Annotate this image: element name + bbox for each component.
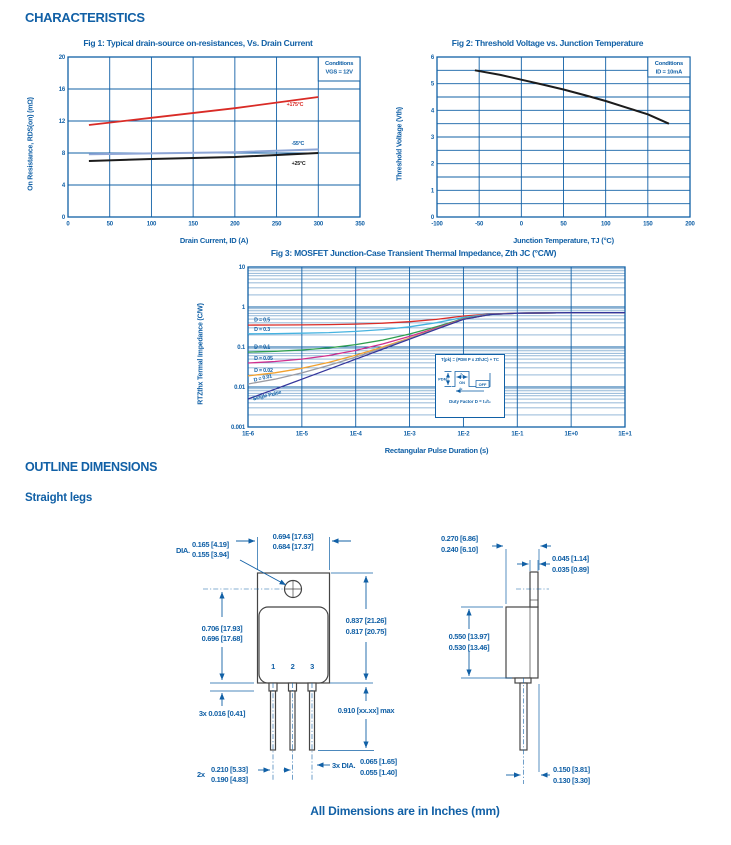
dim-body-height-min: 0.530 [13.46] — [448, 643, 490, 652]
package-side-view — [506, 572, 539, 772]
fig1-plot — [38, 52, 372, 236]
dim-depth-min: 0.240 [6.10] — [441, 545, 478, 554]
svg-text:D = 0.02: D = 0.02 — [254, 368, 273, 375]
pin-2-label: 2 — [290, 662, 295, 671]
svg-text:0.1: 0.1 — [237, 345, 245, 351]
svg-text:-100: -100 — [431, 221, 443, 228]
svg-text:16: 16 — [58, 87, 65, 93]
fig1-chart — [24, 38, 372, 245]
waveform-t1-label: t₁ — [460, 371, 464, 377]
svg-text:8: 8 — [61, 151, 65, 157]
svg-text:-55°C: -55°C — [291, 141, 305, 147]
fig2-title: Fig 2: Threshold Voltage vs. Junction Temperature — [451, 38, 644, 48]
svg-text:+25°C: +25°C — [291, 161, 306, 167]
svg-text:200: 200 — [230, 221, 240, 228]
dim-pitch-prefix: 2x — [197, 770, 205, 779]
fig3-y-axis-label: RTZthx Termal Impedance (C/W) — [197, 303, 205, 405]
dim-lead-shoulder: 3x 0.016 [0.41] — [198, 709, 246, 718]
svg-text:1E-2: 1E-2 — [457, 431, 470, 438]
dim-left-height-max: 0.706 [17.93] — [201, 624, 243, 633]
dim-right-height-min: 0.817 [20.75] — [345, 627, 387, 636]
straight-legs-subheading: Straight legs — [25, 492, 93, 504]
dim-tab-thickness-max: 0.045 [1.14] — [552, 554, 589, 563]
svg-text:D = 0.1: D = 0.1 — [254, 344, 270, 351]
dim-hole-dia-min: 0.155 [3.94] — [192, 550, 229, 559]
svg-text:D = 0.01: D = 0.01 — [253, 373, 273, 384]
svg-text:0: 0 — [61, 215, 65, 221]
waveform-pdm-label: PDM — [438, 376, 447, 382]
svg-text:1E-5: 1E-5 — [295, 431, 308, 438]
fig2-x-axis-label: Junction Temperature, TJ (°C) — [513, 236, 614, 245]
dim-dia-prefix: DIA. — [176, 546, 190, 555]
svg-text:D = 0.3: D = 0.3 — [254, 327, 270, 334]
svg-text:0.01: 0.01 — [234, 385, 245, 391]
dimensions-note: All Dimensions are in Inches (mm) — [310, 804, 500, 818]
svg-text:0: 0 — [519, 221, 523, 228]
svg-text:200: 200 — [685, 221, 695, 228]
fig3-chart — [194, 248, 633, 455]
pin-1-label: 1 — [271, 662, 275, 671]
svg-text:1E-4: 1E-4 — [349, 431, 362, 438]
fig1-y-axis-label: On Resistance, RDS(on) (mΩ) — [27, 97, 35, 191]
dim-top-width-max: 0.694 [17.63] — [272, 532, 314, 541]
dim-depth-max: 0.270 [6.86] — [441, 534, 478, 543]
dim-lead-dia-max: 0.065 [1.65] — [360, 757, 397, 766]
svg-text:3: 3 — [430, 135, 434, 141]
characteristics-heading: CHARACTERISTICS — [25, 10, 145, 25]
svg-text:6: 6 — [430, 55, 434, 61]
waveform-on-label: ON — [459, 379, 465, 385]
svg-text:300: 300 — [313, 221, 323, 228]
svg-text:Single Pulse: Single Pulse — [252, 389, 282, 403]
dim-pitch-min: 0.190 [4.83] — [211, 775, 248, 784]
svg-text:Conditions: Conditions — [325, 61, 354, 67]
inset-duty-factor: Duty Factor D = t₁/t₂ — [449, 399, 491, 404]
dim-body-height-max: 0.550 [13.97] — [448, 632, 490, 641]
svg-text:0: 0 — [66, 221, 70, 228]
outline-dimensions-heading: OUTLINE DIMENSIONS — [25, 460, 158, 474]
dim-top-width-min: 0.684 [17.37] — [272, 542, 314, 551]
dim-lead-dia-min: 0.055 [1.40] — [360, 768, 397, 777]
fig2-chart — [393, 38, 702, 245]
svg-text:1E+1: 1E+1 — [618, 431, 632, 438]
fig2-plot — [407, 52, 702, 236]
fig2-y-axis-label: Threshold Voltage (Vth) — [396, 107, 404, 181]
svg-text:50: 50 — [106, 221, 113, 228]
svg-text:1E-6: 1E-6 — [242, 431, 254, 438]
fig1-title: Fig 1: Typical drain-source on-resistances, Vs. Drain Current — [83, 38, 313, 48]
svg-text:1E-3: 1E-3 — [403, 431, 416, 438]
outline-drawing — [150, 515, 730, 815]
pin-3-label: 3 — [310, 662, 314, 671]
svg-text:VGS = 12V: VGS = 12V — [325, 69, 353, 76]
fig2-plot-row — [393, 52, 702, 236]
svg-text:1E+0: 1E+0 — [564, 431, 578, 438]
waveform-t2-label: t₂ — [459, 386, 463, 391]
fig3-plot — [208, 262, 633, 446]
dim-lead-dia-prefix: 3x DIA. — [332, 761, 356, 770]
svg-text:250: 250 — [271, 221, 282, 228]
svg-text:-50: -50 — [475, 221, 484, 228]
dim-left-height-min: 0.696 [17.68] — [201, 634, 243, 643]
svg-text:12: 12 — [58, 119, 65, 125]
svg-text:100: 100 — [600, 221, 611, 228]
fig3-plot-row — [194, 262, 633, 446]
svg-text:0: 0 — [430, 215, 434, 221]
dim-tab-thickness-min: 0.035 [0.89] — [552, 565, 589, 574]
svg-text:1: 1 — [430, 188, 434, 195]
svg-text:150: 150 — [188, 221, 198, 228]
svg-text:D = 0.05: D = 0.05 — [254, 355, 273, 362]
svg-text:1E-1: 1E-1 — [511, 431, 524, 438]
svg-text:350: 350 — [355, 221, 365, 228]
svg-text:D = 0.5: D = 0.5 — [254, 317, 270, 324]
pulse-waveform-diagram — [438, 362, 502, 399]
svg-text:0.001: 0.001 — [230, 425, 245, 431]
fig3-x-axis-label: Rectangular Pulse Duration (s) — [384, 446, 489, 455]
dim-pitch-max: 0.210 [5.33] — [211, 765, 248, 774]
svg-text:100: 100 — [146, 221, 157, 228]
svg-text:4: 4 — [61, 183, 65, 189]
svg-text:+175°C: +175°C — [286, 101, 304, 108]
fig1-x-axis-label: Drain Current, ID (A) — [179, 236, 249, 245]
svg-text:10: 10 — [238, 265, 245, 271]
fig3-inset-box — [435, 354, 505, 418]
svg-text:5: 5 — [430, 81, 434, 88]
waveform-off-label: OFF — [478, 382, 487, 387]
svg-text:4: 4 — [430, 108, 434, 115]
dim-lead-offset-max: 0.150 [3.81] — [553, 765, 590, 774]
svg-text:Conditions: Conditions — [654, 61, 684, 67]
dim-right-height-max: 0.837 [21.26] — [345, 616, 387, 625]
svg-text:20: 20 — [58, 55, 65, 61]
svg-text:2: 2 — [430, 161, 434, 168]
svg-text:ID = 10mA: ID = 10mA — [655, 69, 683, 76]
dim-lead-offset-min: 0.130 [3.30] — [553, 776, 590, 785]
dim-hole-dia-max: 0.165 [4.19] — [192, 540, 229, 549]
inset-formula: T(pk) = (PDM P x ZthJC) + TC — [441, 357, 499, 362]
svg-text:1: 1 — [241, 305, 245, 311]
svg-text:50: 50 — [560, 221, 567, 228]
fig3-title: Fig 3: MOSFET Junction-Case Transient Thermal Impedance, Zth JC (°C/W) — [270, 248, 557, 258]
fig1-plot-row — [24, 52, 372, 236]
svg-text:150: 150 — [643, 221, 653, 228]
dim-max-height: 0.910 [xx.xx] max — [337, 706, 395, 715]
